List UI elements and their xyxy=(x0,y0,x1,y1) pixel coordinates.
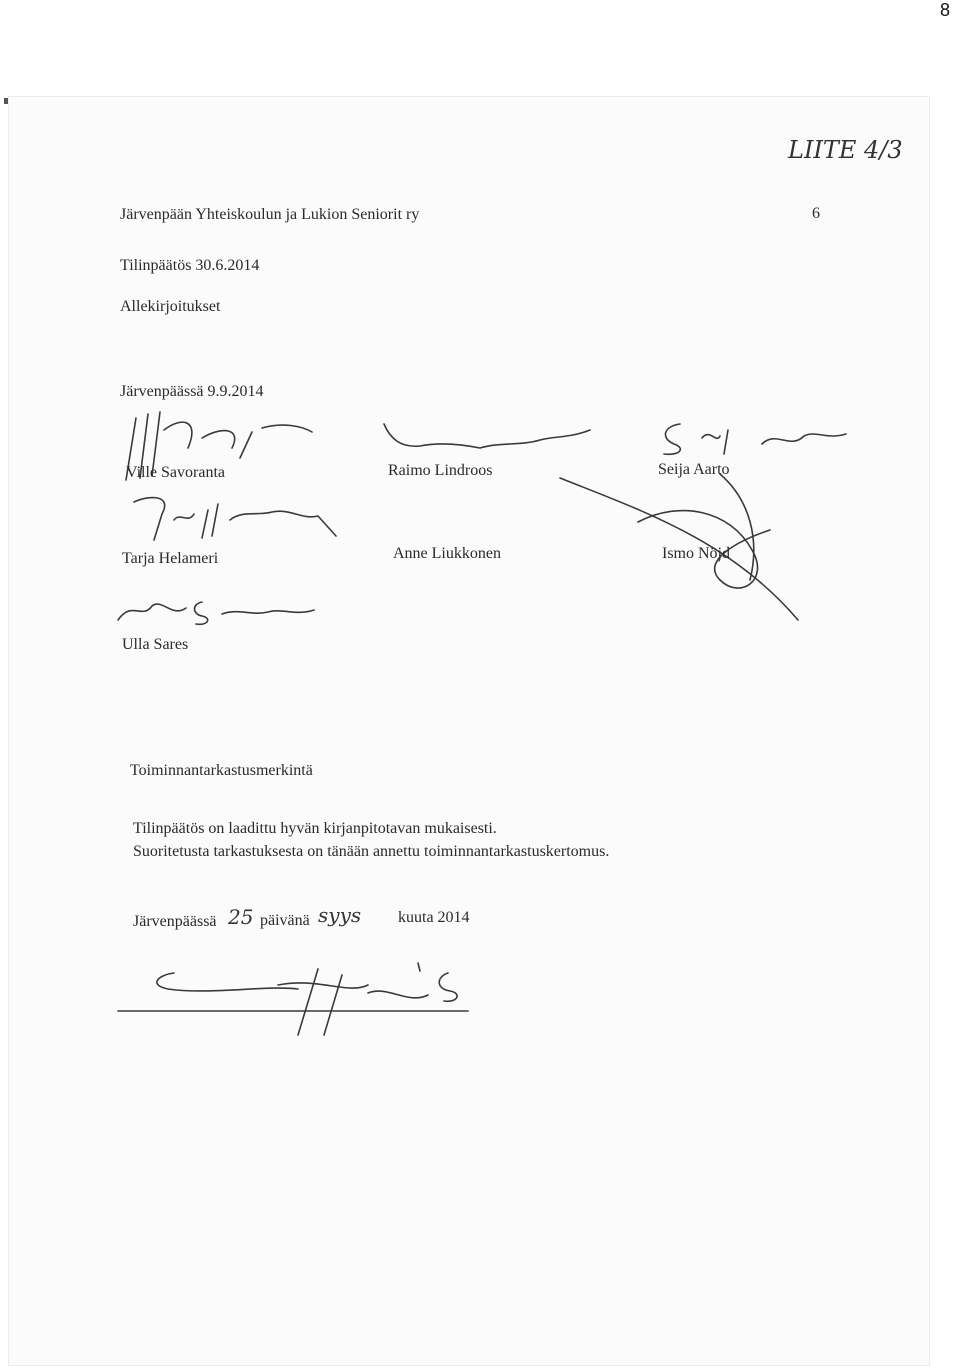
audit-date-day: 25 xyxy=(228,905,254,929)
signature-tarja-helameri xyxy=(122,490,362,550)
scanned-page xyxy=(8,96,930,1366)
scan-corner-mark xyxy=(4,98,8,104)
page-number: 8 xyxy=(939,0,950,20)
signatory-seija-aarto: Seija Aarto xyxy=(658,461,730,478)
signature-raimo-lindroos xyxy=(380,418,600,458)
signatory-tarja-helameri: Tarja Helameri xyxy=(122,550,219,567)
document-title: Tilinpäätös 30.6.2014 xyxy=(120,257,260,274)
organization-name: Järvenpään Yhteiskoulun ja Lukion Seniorit ry xyxy=(120,206,420,223)
audit-date-month: syys xyxy=(318,903,362,927)
signatory-ville-savoranta: Ville Savoranta xyxy=(126,464,226,481)
signature-ulla-sares xyxy=(112,590,332,630)
liite-annotation: LIITE 4/3 xyxy=(788,136,903,164)
signatory-raimo-lindroos: Raimo Lindroos xyxy=(388,462,493,479)
audit-line-2: Suoritetusta tarkastuksesta on tänään annettu toiminnantarkastuskertomus. xyxy=(133,843,610,860)
signatory-ulla-sares: Ulla Sares xyxy=(122,636,189,653)
audit-date-mid: päivänä xyxy=(260,912,310,929)
document-page-number: 6 xyxy=(812,205,820,222)
signing-place-date: Järvenpäässä 9.9.2014 xyxy=(120,383,264,400)
audit-line-1: Tilinpäätös on laadittu hyvän kirjanpitotavan mukaisesti. xyxy=(133,820,497,837)
signatory-anne-liukkonen: Anne Liukkonen xyxy=(393,545,501,562)
signatory-ismo-nojd: Ismo Nöjd xyxy=(662,545,730,562)
signature-auditor xyxy=(118,955,488,1045)
signature-seija-aarto xyxy=(650,410,860,460)
audit-date-suffix: kuuta 2014 xyxy=(398,909,470,926)
section-title: Allekirjoitukset xyxy=(120,298,221,315)
audit-title: Toiminnantarkastusmerkintä xyxy=(130,762,313,779)
audit-date-prefix: Järvenpäässä xyxy=(133,913,217,930)
